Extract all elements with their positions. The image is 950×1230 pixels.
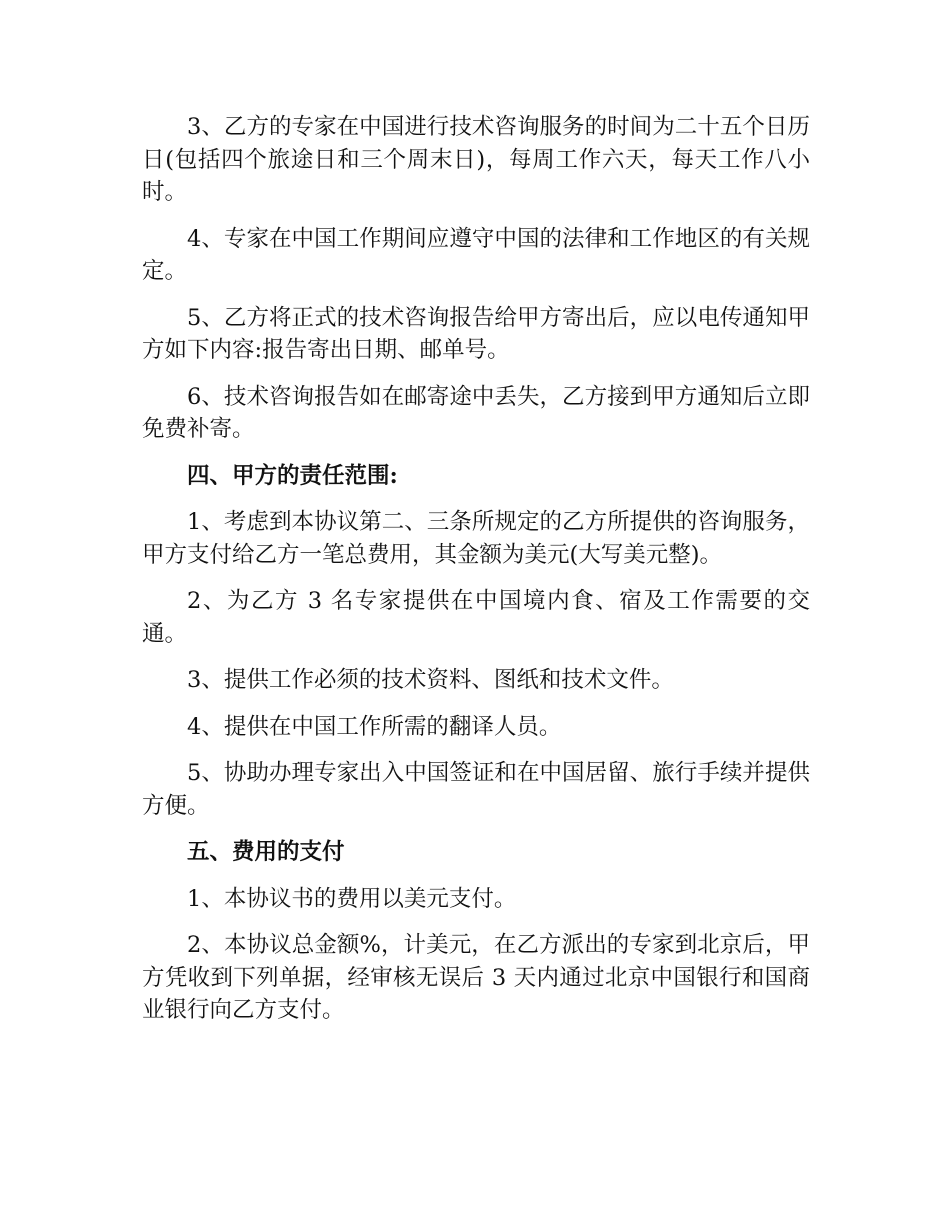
party-a-clause-4-translators: 4、提供在中国工作所需的翻译人员。 <box>187 713 562 740</box>
party-a-clause-2-accommodation: 2、为乙方 3 名专家提供在中国境内食、宿及工作需要的交通。 <box>142 588 810 647</box>
party-a-clause-1-fee: 1、考虑到本协议第二、三条所规定的乙方所提供的咨询服务，甲方支付给乙方一笔总费用，其金额为美元(大写美元整)。 <box>142 509 810 568</box>
party-a-clause-5-visa: 5、协助办理专家出入中国签证和在中国居留、旅行手续并提供方便。 <box>142 760 810 819</box>
clause-4-compliance: 4、专家在中国工作期间应遵守中国的法律和工作地区的有关规定。 <box>142 225 810 284</box>
payment-clause-2-procedure: 2、本协议总金额%，计美元，在乙方派出的专家到北京后，甲方凭收到下列单据，经审核无误后 3 天内通过北京中国银行和国商业银行向乙方支付。 <box>142 932 810 1023</box>
party-a-clause-3-materials: 3、提供工作必须的技术资料、图纸和技术文件。 <box>187 667 674 693</box>
clause-3-service-duration: 3、乙方的专家在中国进行技术咨询服务的时间为二十五个日历日(包括四个旅途日和三个周末日)，每周工作六天，每天工作八小时。 <box>142 114 810 205</box>
section-heading-party-a-responsibilities: 四、甲方的责任范围: <box>187 462 398 489</box>
document-body <box>142 111 810 1041</box>
clause-5-report-notice: 5、乙方将正式的技术咨询报告给甲方寄出后，应以电传通知甲方如下内容:报告寄出日期、邮单号。 <box>142 304 810 363</box>
clause-6-lost-report: 6、技术咨询报告如在邮寄途中丢失，乙方接到甲方通知后立即免费补寄。 <box>142 383 810 442</box>
payment-clause-1-currency: 1、本协议书的费用以美元支付。 <box>187 885 517 912</box>
section-heading-payment: 五、费用的支付 <box>187 839 345 865</box>
